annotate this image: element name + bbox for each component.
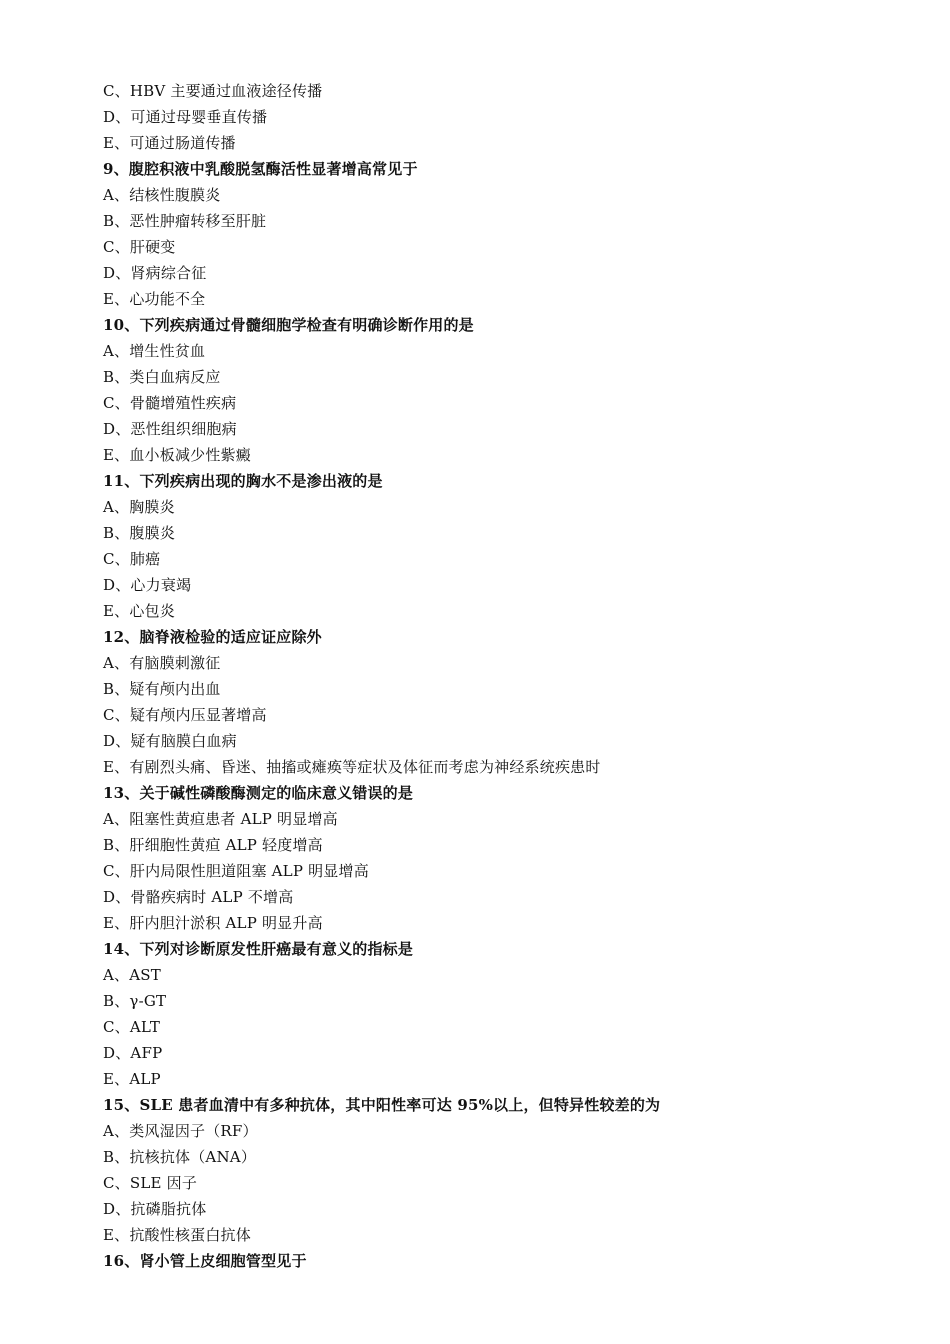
option-line: C、ALT [103, 1018, 161, 1036]
question-stem: 10、下列疾病通过骨髓细胞学检查有明确诊断作用的是 [103, 316, 474, 334]
option-line: E、可通过肠道传播 [103, 134, 236, 152]
option-line: D、可通过母婴垂直传播 [103, 108, 268, 126]
option-line: E、抗酸性核蛋白抗体 [103, 1226, 251, 1244]
option-line: C、SLE 因子 [103, 1174, 198, 1192]
option-line: A、胸膜炎 [103, 498, 175, 516]
question-stem: 16、肾小管上皮细胞管型见于 [103, 1252, 307, 1270]
option-line: D、恶性组织细胞病 [103, 420, 237, 438]
option-line: C、肝硬变 [103, 238, 176, 256]
option-line: E、血小板减少性紫癜 [103, 446, 251, 464]
option-line: B、肝细胞性黄疸 ALP 轻度增高 [103, 836, 323, 854]
option-line: D、疑有脑膜白血病 [103, 732, 237, 750]
question-stem: 14、下列对诊断原发性肝癌最有意义的指标是 [103, 940, 414, 958]
option-line: E、心功能不全 [103, 290, 206, 308]
question-stem: 15、SLE 患者血清中有多种抗体，其中阳性率可达 95%以上，但特异性较差的为 [103, 1096, 661, 1114]
option-line: E、ALP [103, 1070, 161, 1088]
option-line: C、疑有颅内压显著增高 [103, 706, 267, 724]
option-line: C、肝内局限性胆道阻塞 ALP 明显增高 [103, 862, 369, 880]
option-line: B、腹膜炎 [103, 524, 176, 542]
option-line: E、心包炎 [103, 602, 175, 620]
option-line: C、骨髓增殖性疾病 [103, 394, 237, 412]
option-line: B、γ-GT [103, 992, 167, 1010]
option-line: C、HBV 主要通过血液途径传播 [103, 82, 323, 100]
option-line: A、类风湿因子（RF） [103, 1122, 258, 1140]
question-stem: 13、关于碱性磷酸酶测定的临床意义错误的是 [103, 784, 414, 802]
option-line: C、肺癌 [103, 550, 161, 568]
option-line: B、类白血病反应 [103, 368, 221, 386]
option-line: A、增生性贫血 [103, 342, 206, 360]
option-line: D、抗磷脂抗体 [103, 1200, 207, 1218]
option-line: E、有剧烈头痛、昏迷、抽搐或瘫痪等症状及体征而考虑为神经系统疾患时 [103, 758, 601, 776]
option-line: B、恶性肿瘤转移至肝脏 [103, 212, 267, 230]
option-line: D、肾病综合征 [103, 264, 207, 282]
option-line: A、阻塞性黄疸患者 ALP 明显增高 [103, 810, 338, 828]
option-line: A、有脑膜刺激征 [103, 654, 221, 672]
question-stem: 11、下列疾病出现的胸水不是渗出液的是 [103, 472, 383, 490]
option-line: D、AFP [103, 1044, 163, 1062]
question-stem: 12、脑脊液检验的适应证应除外 [103, 628, 322, 646]
document-page [103, 78, 903, 1274]
option-line: A、AST [103, 966, 161, 984]
option-line: B、抗核抗体（ANA） [103, 1148, 257, 1166]
option-line: D、心力衰竭 [103, 576, 192, 594]
option-line: D、骨骼疾病时 ALP 不增高 [103, 888, 294, 906]
option-line: A、结核性腹膜炎 [103, 186, 221, 204]
option-line: E、肝内胆汁淤积 ALP 明显升高 [103, 914, 323, 932]
question-stem: 9、腹腔积液中乳酸脱氢酶活性显著增高常见于 [103, 160, 418, 178]
option-line: B、疑有颅内出血 [103, 680, 221, 698]
